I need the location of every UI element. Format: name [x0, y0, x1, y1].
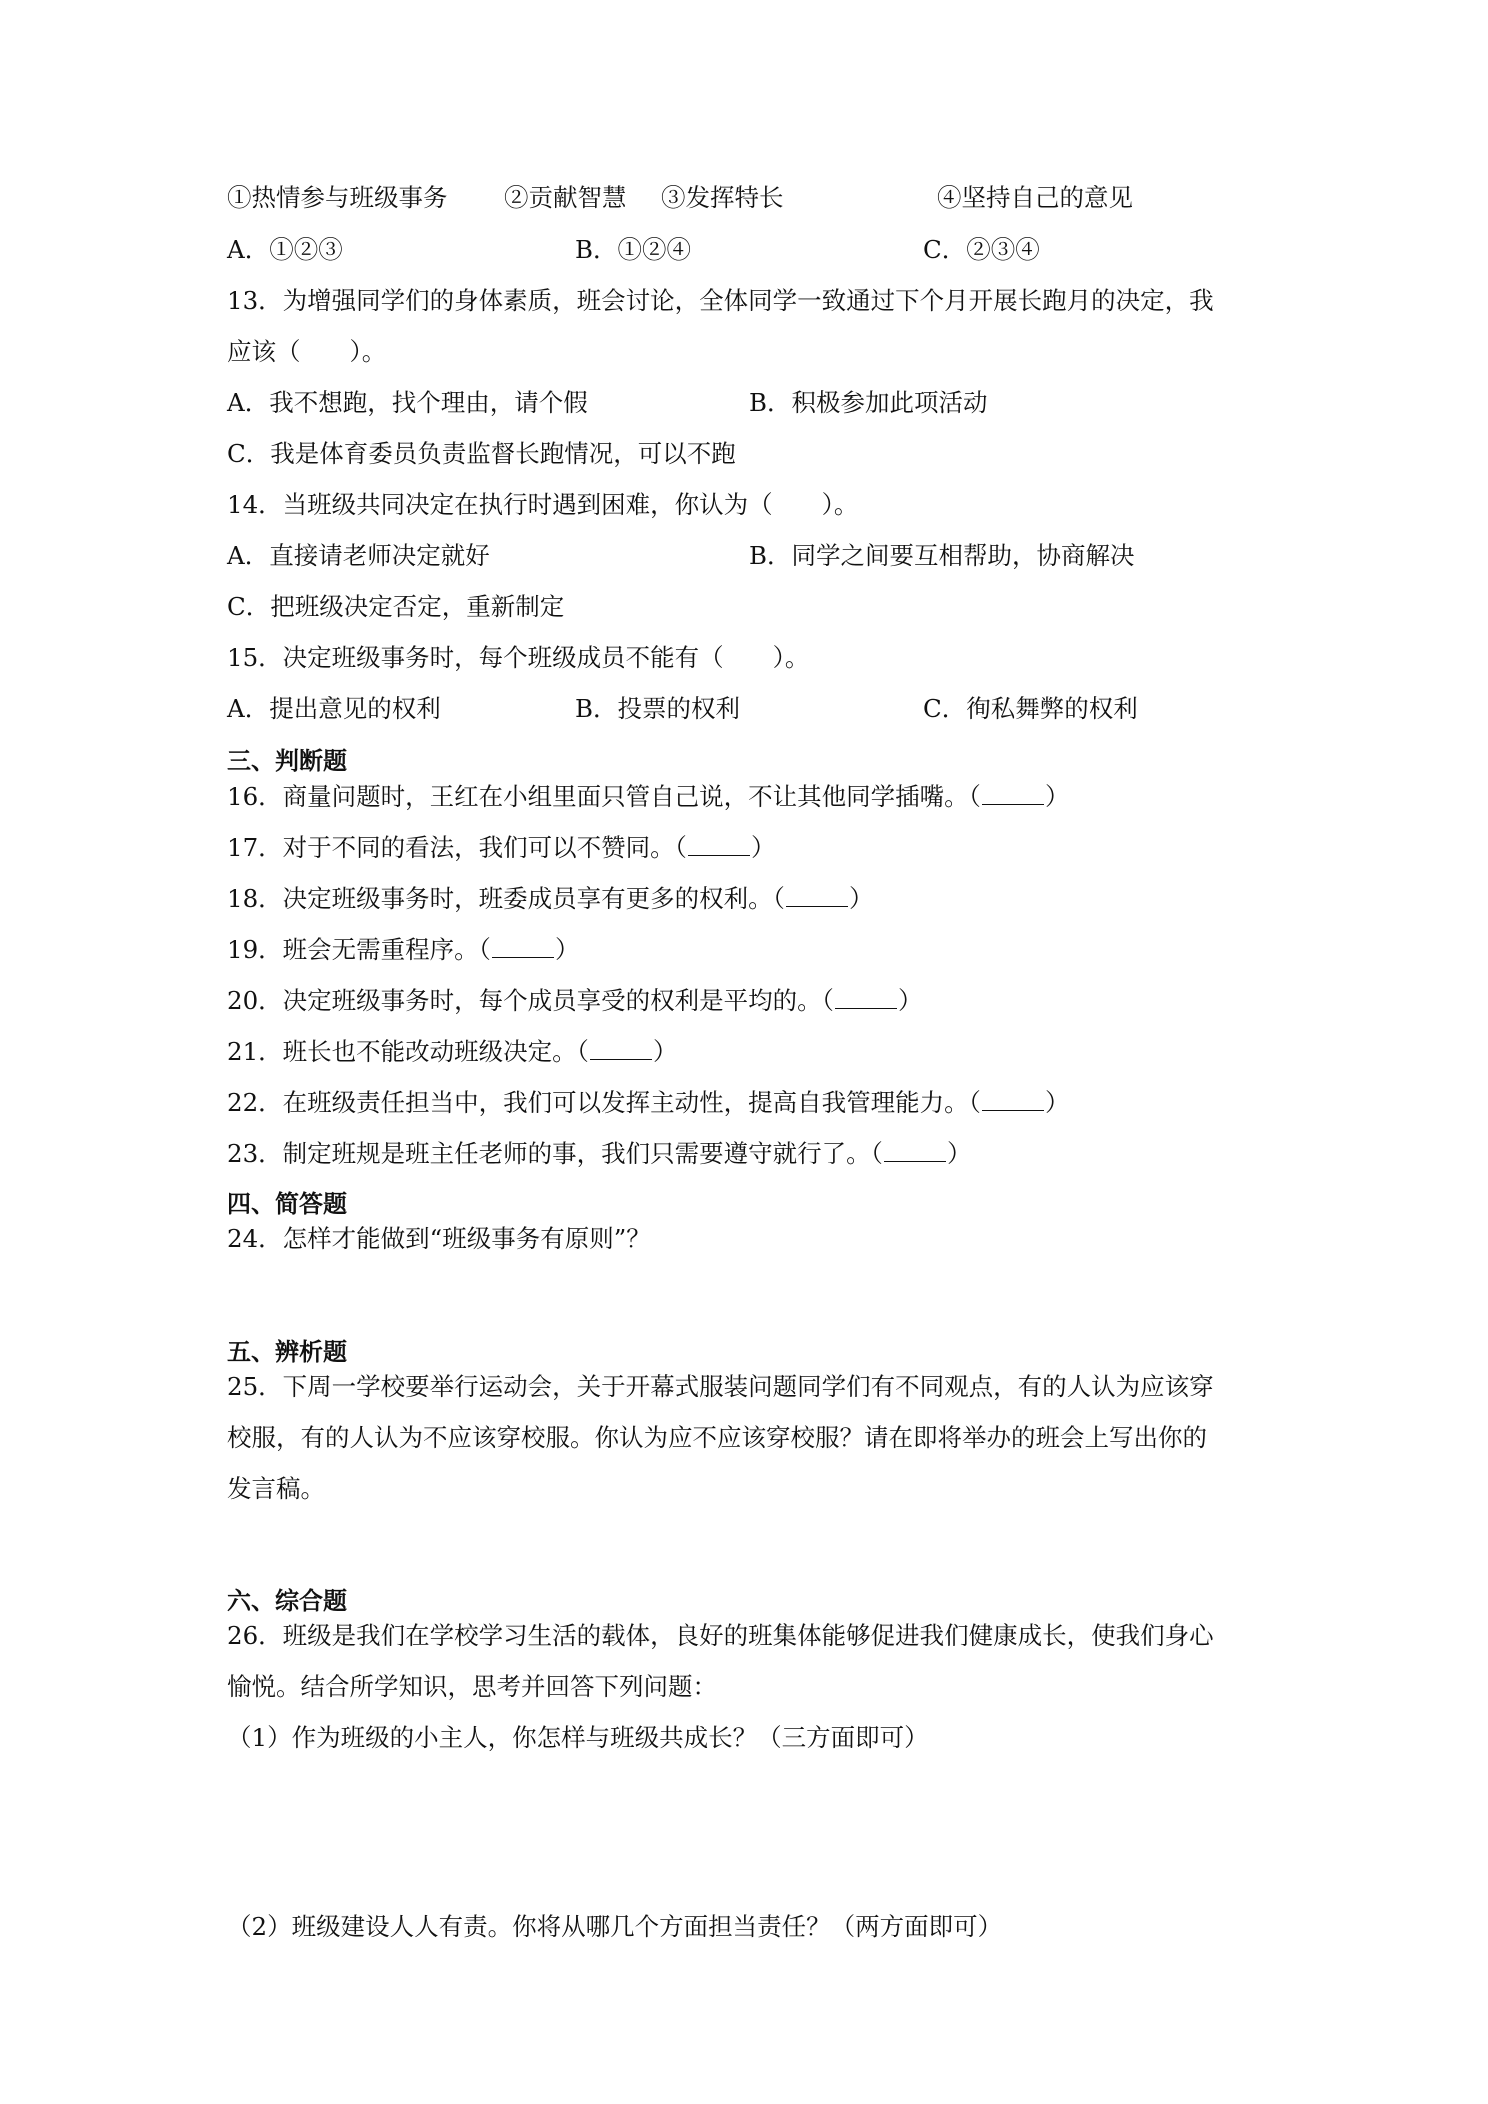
judge-item-close: ） [1044, 782, 1070, 811]
q26-sub-question-1: （1）作为班级的小主人，你怎样与班级共成长？（三方面即可） [227, 1723, 929, 1752]
q25-stem-line3: 发言稿。 [227, 1474, 325, 1503]
q13-option-c: C．我是体育委员负责监督长跑情况，可以不跑 [227, 439, 736, 468]
answer-blank[interactable] [982, 1086, 1044, 1111]
q13-stem-line2: 应该（ ）。 [227, 337, 387, 366]
q26-stem-line1: 26．班级是我们在学校学习生活的载体，良好的班集体能够促进我们健康成长，使我们身心 [227, 1621, 1214, 1650]
judge-item-text: 21．班长也不能改动班级决定。（ [227, 1037, 589, 1066]
q13-stem-line1: 13．为增强同学们的身体素质，班会讨论，全体同学一致通过下个月开展长跑月的决定，我 [227, 286, 1214, 315]
judge-item-text: 23．制定班规是班主任老师的事，我们只需要遵守就行了。（ [227, 1139, 883, 1168]
judge-item-21 [227, 1035, 677, 1068]
q25-stem-line1: 25．下周一学校要举行运动会，关于开幕式服装问题同学们有不同观点，有的人认为应该穿 [227, 1372, 1214, 1401]
judge-item-text: 20．决定班级事务时，每个成员享受的权利是平均的。（ [227, 986, 834, 1015]
section-3-title: 三、判断题 [227, 747, 347, 775]
q15-option-c: C．徇私舞弊的权利 [923, 694, 1138, 723]
answer-blank[interactable] [982, 780, 1044, 805]
q12-option-b: B．①②④ [575, 235, 692, 264]
q15-option-a: A．提出意见的权利 [227, 694, 441, 723]
section-6-title: 六、综合题 [227, 1587, 347, 1615]
judge-item-text: 19．班会无需重程序。（ [227, 935, 491, 964]
q26-stem-line2: 愉悦。结合所学知识，思考并回答下列问题： [227, 1672, 717, 1701]
judge-item-close: ） [652, 1037, 678, 1066]
judge-item-20 [227, 984, 922, 1017]
q12-statement-1: ①热情参与班级事务 [227, 183, 448, 212]
judge-item-close: ） [897, 986, 923, 1015]
q12-statement-4: ④坚持自己的意见 [937, 183, 1133, 212]
answer-blank[interactable] [835, 984, 897, 1009]
q12-option-a: A．①②③ [227, 235, 343, 264]
section-5-title: 五、辨析题 [227, 1338, 347, 1366]
q14-option-a: A．直接请老师决定就好 [227, 541, 490, 570]
judge-item-19 [227, 933, 579, 966]
judge-item-18 [227, 882, 873, 915]
judge-item-text: 18．决定班级事务时，班委成员享有更多的权利。（ [227, 884, 785, 913]
q15-option-b: B．投票的权利 [575, 694, 741, 723]
q14-stem: 14．当班级共同决定在执行时遇到困难，你认为（ ）。 [227, 490, 859, 519]
answer-blank[interactable] [884, 1137, 946, 1162]
answer-blank[interactable] [492, 933, 554, 958]
judge-item-text: 16．商量问题时，王红在小组里面只管自己说，不让其他同学插嘴。（ [227, 782, 981, 811]
judge-item-close: ） [946, 1139, 972, 1168]
judge-item-close: ） [1044, 1088, 1070, 1117]
judge-item-text: 17．对于不同的看法，我们可以不赞同。（ [227, 833, 687, 862]
section-4-title: 四、简答题 [227, 1190, 347, 1218]
q15-stem: 15．决定班级事务时，每个班级成员不能有（ ）。 [227, 643, 810, 672]
q25-stem-line2: 校服，有的人认为不应该穿校服。你认为应不应该穿校服？请在即将举办的班会上写出你的 [227, 1423, 1207, 1452]
judge-item-close: ） [750, 833, 776, 862]
q12-statement-3: ③发挥特长 [661, 183, 784, 212]
q14-option-b: B．同学之间要互相帮助，协商解决 [749, 541, 1135, 570]
judge-item-16 [227, 780, 1069, 813]
answer-blank[interactable] [688, 831, 750, 856]
judge-item-close: ） [554, 935, 580, 964]
q14-option-c: C．把班级决定否定，重新制定 [227, 592, 565, 621]
q12-option-c: C．②③④ [923, 235, 1040, 264]
judge-item-text: 22．在班级责任担当中，我们可以发挥主动性，提高自我管理能力。（ [227, 1088, 981, 1117]
q13-option-b: B．积极参加此项活动 [749, 388, 988, 417]
judge-item-22 [227, 1086, 1069, 1119]
q12-statement-2: ②贡献智慧 [504, 183, 627, 212]
answer-blank[interactable] [786, 882, 848, 907]
q13-option-a: A．我不想跑，找个理由，请个假 [227, 388, 588, 417]
q24-stem: 24．怎样才能做到“班级事务有原则”？ [227, 1224, 651, 1253]
q26-sub-question-2: （2）班级建设人人有责。你将从哪几个方面担当责任？（两方面即可） [227, 1912, 1003, 1941]
judge-item-close: ） [848, 884, 874, 913]
answer-blank[interactable] [590, 1035, 652, 1060]
judge-item-17 [227, 831, 775, 864]
judge-item-23 [227, 1137, 971, 1170]
